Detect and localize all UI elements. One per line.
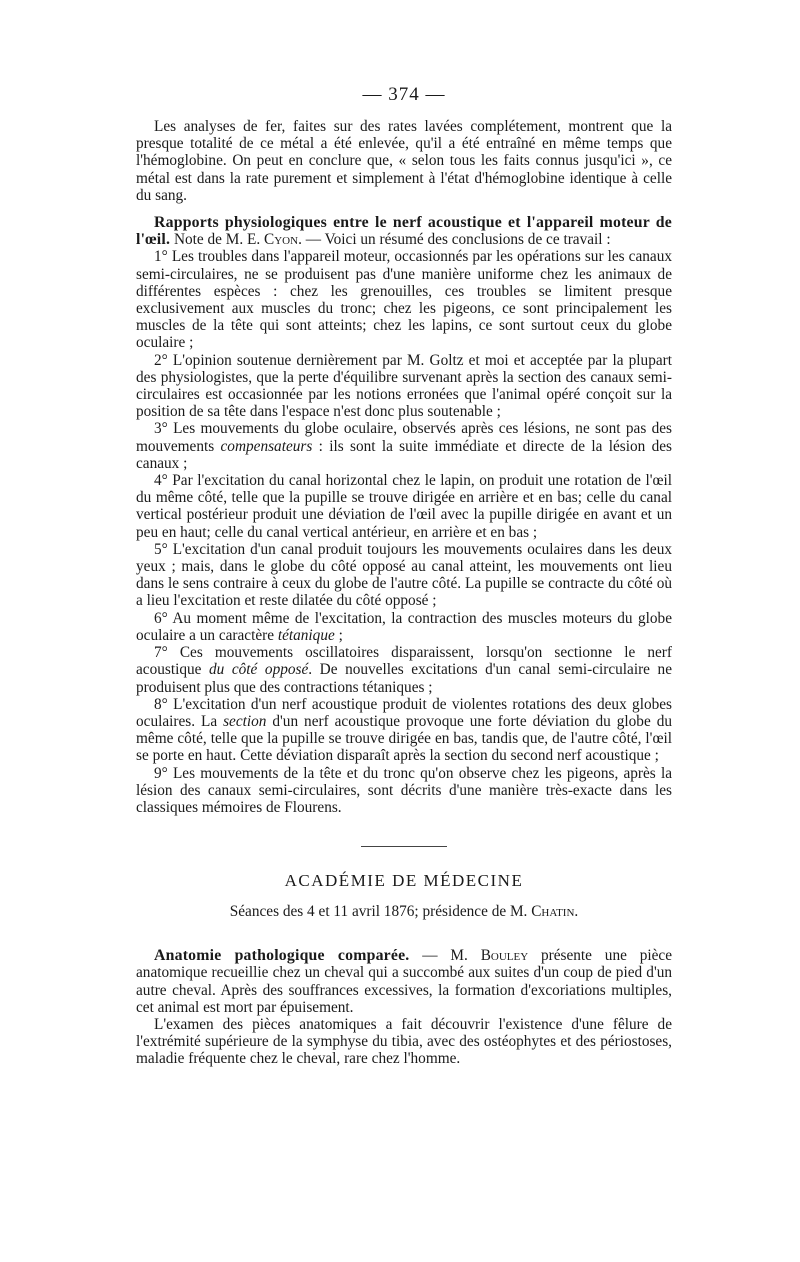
point-3-b: : ils sont la suite immédiate et directe de la lésion des canaux ; (136, 437, 672, 472)
point-8-b: d'un nerf acoustique provoque une forte déviation du globe du même côté, telle que la pupille se trouve dirigée en bas, tandis que, de l'autre côté, l'œil se porte en haut. Cette déviation disparaît après la section du second nerf acoustique ; (136, 712, 672, 765)
point-7-italic: du côté opposé (209, 661, 309, 679)
president-name: Chatin (531, 903, 575, 921)
final-paragraph-1 (136, 947, 672, 1016)
point-7-a: 7° Ces mouvements oscillatoires disparaissent, lorsqu'on sectionne le nerf acoustique (136, 644, 672, 679)
article-author: Cyon (264, 231, 299, 249)
point-4: 4° Par l'excitation du canal horizontal chez le lapin, on produit une rotation de l'œil du même côté, telle que la pupille se trouve dirigée en arrière et en bas; celle du canal vertical postérieur produit une déviation de l'œil avec la pupille dirigée en avant et un peu en haut; celle du canal vertical antérieur, en arrière et en bas ; (136, 472, 672, 541)
note-prefix: Note de M. E. (173, 231, 261, 249)
final-paragraph-2: L'examen des pièces anatomiques a fait découvrir l'existence d'une fêlure de l'extrémité supérieure de la symphyse du tibia, avec des ostéophytes et des périostoses, maladie fréquente chez le cheval, rare chez l'homme. (136, 1015, 672, 1068)
session-prefix: Séances des 4 et 11 avril 1876; présidence de M. (229, 903, 528, 921)
point-6-a: 6° Au moment même de l'excitation, la contraction des muscles moteurs du globe oculaire a un caractère (136, 609, 672, 644)
point-8 (136, 696, 672, 765)
point-3-italic: compensateurs (220, 437, 313, 455)
article-intro (136, 214, 672, 248)
point-8-a: 8° L'excitation d'un nerf acoustique produit de violentes rotations des deux globes oculaires. La (136, 695, 672, 730)
point-7-b: . De nouvelles excitations d'un canal semi-circulaire ne produisent plus que des contractions tétaniques ; (136, 661, 672, 696)
point-3-a: 3° Les mouvements du globe oculaire, observés après ces lésions, ne sont pas des mouvements (136, 420, 672, 455)
article-intro-rest: . — Voici un résumé des conclusions de ce travail : (298, 231, 611, 249)
page-number: — 374 — (362, 84, 446, 105)
point-6-italic: tétanique (277, 626, 335, 644)
point-7 (136, 644, 672, 696)
academy-title: ACADÉMIE DE MÉDECINE (284, 871, 524, 891)
point-9: 9° Les mouvements de la tête et du tronc qu'on observe chez les pigeons, après la lésion des canaux semi-circulaires, sont décrits d'une manière très-exacte dans les classiques mémoires de Flourens. (136, 764, 672, 816)
session-suffix: . (574, 903, 579, 921)
point-1: 1° Les troubles dans l'appareil moteur, occasionnés par les opérations sur les canaux semi-circulaires, ne se produisent pas d'une manière uniforme chez les animaux de différentes espèces : chez les grenouilles, ces troubles se limitent presque exclusivement aux muscles du tronc; chez les pigeons, ce sont principalement les muscles de la tête qui sont atteints; chez les lapins, ce sont surtout ceux du globe oculaire ; (136, 248, 672, 352)
point-8-italic: section (223, 712, 267, 730)
point-5: 5° L'excitation d'un canal produit toujours les mouvements oculaires dans les deux yeux ; mais, dans le globe du côté opposé au canal atteint, les mouvements ont lieu dans le sens contraire à ceux du globe de l'autre côté. La pupille se contracte du côté où a lieu l'excitation et reste dilatée du côté opposé ; (136, 540, 672, 610)
final-text-1: présente une pièce anatomique recueillie chez un cheval qui a succombé aux suites d'un coup de pied d'un autre cheval. Après des souffrances excessives, la formation d'excoriations multiples, cet animal est mort par épuisement. (136, 947, 672, 1016)
article-heading: Rapports physiologiques entre le nerf acoustique et l'appareil moteur de l'œil. (136, 214, 672, 249)
point-6 (136, 610, 672, 644)
final-heading: Anatomie pathologique comparée. (154, 947, 410, 965)
final-dash: — M. (409, 947, 468, 965)
intro-paragraph: Les analyses de fer, faites sur des rates lavées complétement, montrent que la presque totalité de ce métal a été enlevée, qu'il a été entraîné en même temps que l'hémoglobine. On peut en conclure que, « selon tous les faits connus jusqu'ici », ce métal est dans la rate purement et simplement à l'état d'hémoglobine identique à celle du sang. (136, 118, 672, 204)
point-3 (136, 420, 672, 472)
point-6-b: ; (334, 626, 343, 644)
session-line (136, 903, 672, 921)
final-author: Bouley (480, 947, 529, 965)
point-2: 2° L'opinion soutenue dernièrement par M. Goltz et moi et acceptée par la plupart des physiologistes, que la perte d'équilibre survenant après la section des canaux semi-circulaires est occasionnée par les notions erronées que l'animal opéré conçoit sur la position de sa tête dans l'espace n'est donc plus soutenable ; (136, 351, 672, 421)
section-divider (361, 846, 447, 847)
